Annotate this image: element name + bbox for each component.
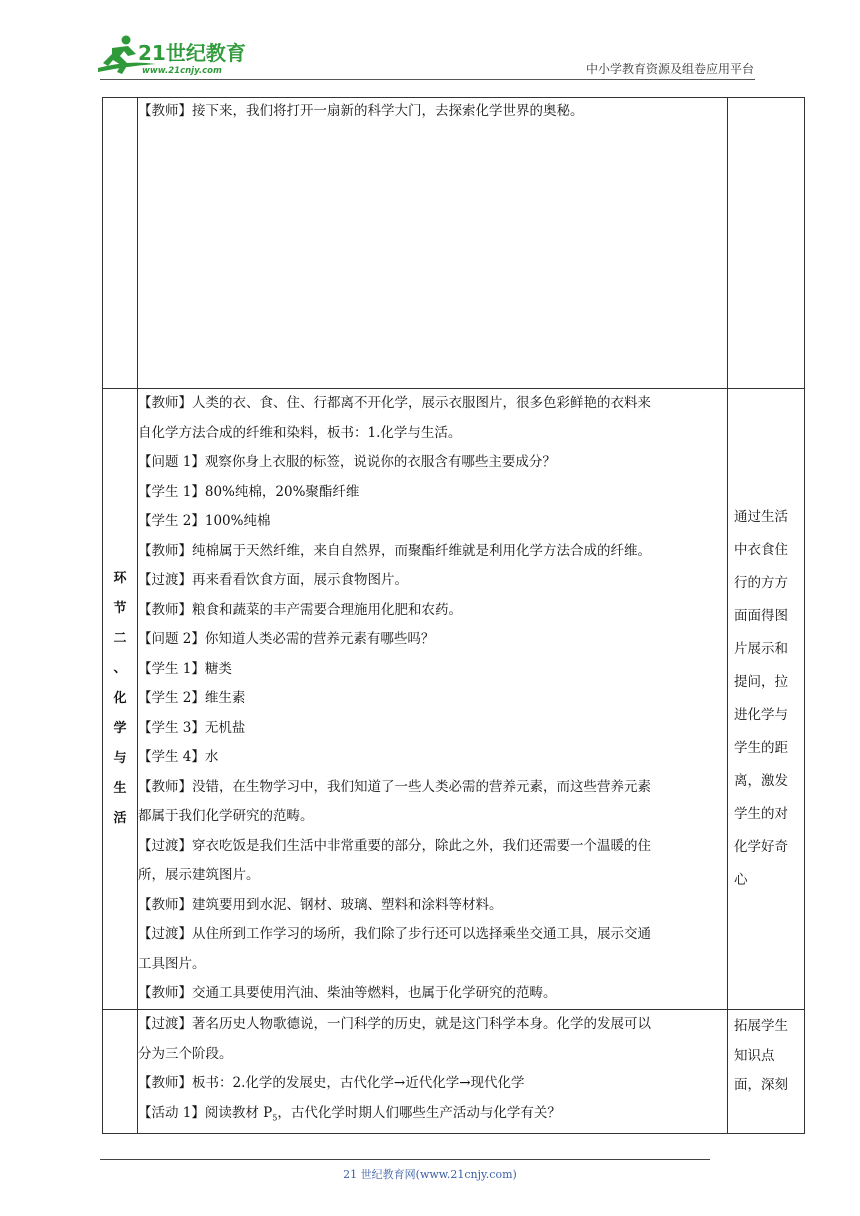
note-cell-section-3 <box>728 1010 805 1134</box>
content-line: 【学生 3】无机盐 <box>138 719 246 736</box>
content-line: 【学生 2】维生素 <box>138 690 246 706</box>
table-row-intro <box>103 98 805 389</box>
content-line: 自化学方法合成的纤维和染料，板书：1.化学与生活。 <box>138 424 462 441</box>
activity-line: 【活动 1】阅读教材 $P_5$，古代化学时期人们哪些生产活动与化学有关？ <box>138 1104 561 1123</box>
section-cell-empty <box>103 98 138 389</box>
content-line: 【学生 1】糖类 <box>138 660 232 677</box>
content-cell-intro <box>138 98 728 389</box>
note-line: 心 <box>734 872 748 888</box>
platform-name: 中小学教育资源及组卷应用平台 <box>585 62 754 76</box>
content-line: 【过渡】再来看看饮食方面，展示食物图片。 <box>138 572 408 588</box>
content-line: 所，展示建筑图片。 <box>138 867 260 883</box>
note-line: 离，激发 <box>734 773 788 789</box>
content-cell-section-3 <box>138 1010 728 1134</box>
content-line: 【教师】没错，在生物学习中，我们知道了一些人类必需的营养元素，而这些营养元素 <box>138 778 651 795</box>
logo-url: www.21cnjy.com <box>142 66 222 76</box>
note-line: 行的方方 <box>734 575 788 591</box>
section-cell-empty <box>103 1010 138 1134</box>
note-cell-empty <box>728 98 805 389</box>
note-cell-section-2 <box>728 389 805 1010</box>
logo-text: 21世纪教育 <box>138 41 246 65</box>
content-line: 【教师】人类的衣、食、住、行都离不开化学，展示衣服图片，很多色彩鲜艳的衣料来 <box>138 395 651 411</box>
note-line: 学生的对 <box>734 806 788 822</box>
content-line: 【教师】接下来，我们将打开一扇新的科学大门，去探索化学世界的奥秘。 <box>138 103 584 119</box>
content-line: 工具图片。 <box>138 955 206 972</box>
note-line: 拓展学生 <box>734 1018 788 1034</box>
page-footer: 21 世纪教育网(www.21cnjy.com) <box>343 1168 517 1181</box>
content-cell-section-2 <box>138 389 728 1010</box>
content-line: 【教师】建筑要用到水泥、钢材、玻璃、塑料和涂料等材料。 <box>138 896 503 913</box>
note-line: 学生的距 <box>734 740 788 756</box>
lesson-table <box>102 97 805 1134</box>
content-line: 【教师】交通工具要使用汽油、柴油等燃料，也属于化学研究的范畴。 <box>138 985 557 1001</box>
note-line: 面面得图 <box>734 608 788 624</box>
content-line: 【教师】板书：2.化学的发展史，古代化学→近代化学→现代化学 <box>138 1075 525 1091</box>
content-line: 都属于我们化学研究的范畴。 <box>138 808 314 824</box>
content-line: 【教师】粮食和蔬菜的丰产需要合理施用化肥和农药。 <box>138 601 462 618</box>
note-line: 片展示和 <box>734 641 788 657</box>
note-line: 提问，拉 <box>734 674 788 690</box>
header-rule <box>100 79 755 80</box>
content-line: 【教师】纯棉属于天然纤维，来自自然界，而聚酯纤维就是利用化学方法合成的纤维。 <box>138 542 651 559</box>
section-label-2: 环 节 二 、 化 学 与 生 活 <box>103 389 138 1010</box>
note-line: 化学好奇 <box>734 839 788 855</box>
content-line: 【学生 2】100%纯棉 <box>138 513 271 529</box>
content-line: 【过渡】穿衣吃饭是我们生活中非常重要的部分，除此之外，我们还需要一个温暖的住 <box>138 837 651 854</box>
note-line: 进化学与 <box>734 707 788 723</box>
note-line: 知识点 <box>734 1047 775 1064</box>
footer-rule <box>100 1159 710 1160</box>
content-line: 【过渡】著名历史人物歌德说，一门科学的历史，就是这门科学本身。化学的发展可以 <box>138 1016 651 1032</box>
content-line: 【问题 1】观察你身上衣服的标签，说说你的衣服含有哪些主要成分？ <box>138 454 556 470</box>
content-line: 分为三个阶段。 <box>138 1045 233 1062</box>
note-line: 中衣食住 <box>734 542 788 558</box>
page-header <box>0 0 860 80</box>
logo-21cnjy <box>98 34 268 78</box>
content-line: 【问题 2】你知道人类必需的营养元素有哪些吗？ <box>138 631 435 647</box>
note-line: 通过生活 <box>734 509 788 525</box>
content-line: 【学生 4】水 <box>138 749 219 765</box>
table-row-section-2 <box>103 389 805 1010</box>
content-line: 【过渡】从住所到工作学习的场所，我们除了步行还可以选择乘坐交通工具，展示交通 <box>138 926 651 942</box>
table-row-section-3 <box>103 1010 805 1134</box>
note-line: 面，深刻 <box>734 1077 788 1093</box>
content-line: 【学生 1】80%纯棉，20%聚酯纤维 <box>138 483 360 500</box>
